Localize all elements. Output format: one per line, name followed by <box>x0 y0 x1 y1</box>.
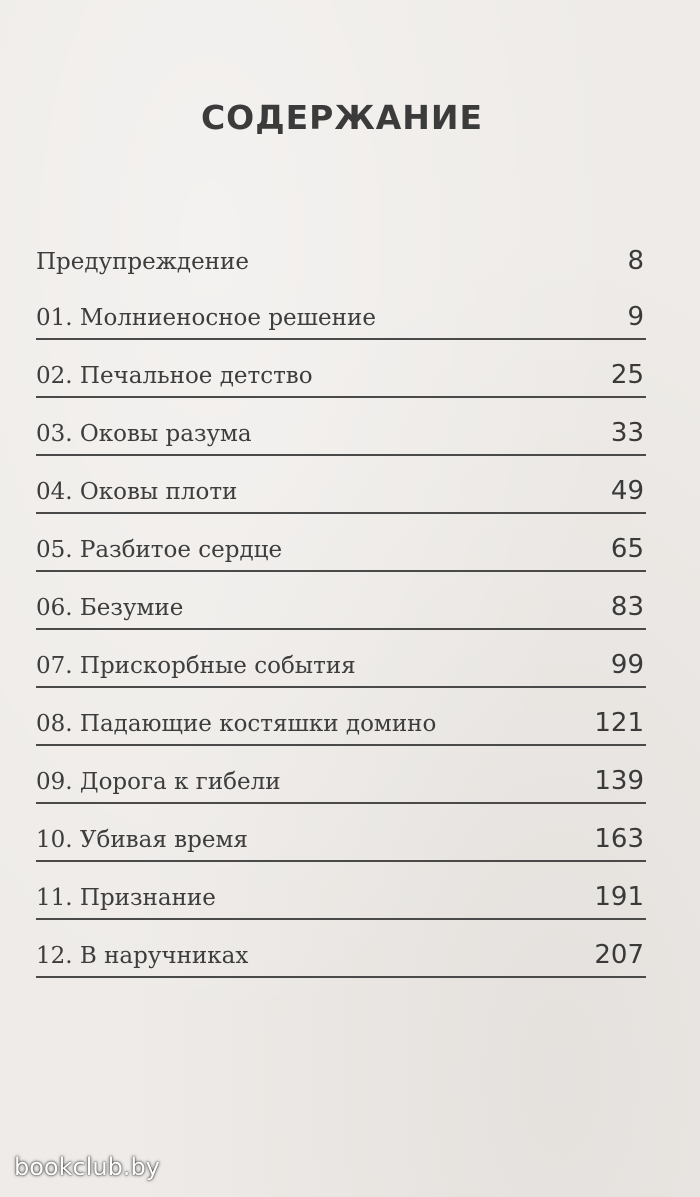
toc-row <box>36 398 646 456</box>
toc-entry-label: 05. Разбитое сердце <box>36 537 283 563</box>
toc-entry-label: 09. Дорога к гибели <box>36 769 281 795</box>
toc-row <box>36 920 646 978</box>
toc-entry-page: 207 <box>594 940 644 970</box>
toc-entry-page: 83 <box>610 592 644 622</box>
toc-entry-label: 07. Прискорбные события <box>36 653 356 679</box>
toc-entry-label: 08. Падающие костяшки домино <box>36 711 437 737</box>
watermark: bookclub.by <box>14 1153 160 1181</box>
toc-entry-label: 03. Оковы разума <box>36 421 252 447</box>
page-title: СОДЕРЖАНИЕ <box>200 98 484 137</box>
toc-row <box>36 630 646 688</box>
toc-entry-page: 99 <box>610 650 644 680</box>
toc-entry-label: 04. Оковы плоти <box>36 479 238 505</box>
toc-entry-page: 191 <box>594 882 644 912</box>
toc-entry-label: 01. Молниеносное решение <box>36 305 376 331</box>
toc-row <box>36 282 646 340</box>
toc-row <box>36 862 646 920</box>
toc-entry-page: 49 <box>610 476 644 506</box>
toc-entry-page: 8 <box>627 246 644 276</box>
toc-entry-page: 9 <box>627 302 644 332</box>
toc-row <box>36 456 646 514</box>
toc-entry-page: 121 <box>594 708 644 738</box>
toc-entry-page: 25 <box>610 360 644 390</box>
toc-entry-label: Предупреждение <box>36 249 249 275</box>
table-of-contents <box>36 224 646 978</box>
toc-row <box>36 746 646 804</box>
toc-entry-label: 10. Убивая время <box>36 827 248 853</box>
toc-entry-page: 163 <box>594 824 644 854</box>
toc-entry-page: 139 <box>594 766 644 796</box>
toc-row <box>36 688 646 746</box>
toc-row <box>36 514 646 572</box>
toc-entry-page: 65 <box>610 534 644 564</box>
toc-entry-page: 33 <box>610 418 644 448</box>
toc-row <box>36 804 646 862</box>
toc-row <box>36 340 646 398</box>
toc-row <box>36 572 646 630</box>
toc-entry-label: 06. Безумие <box>36 595 184 621</box>
toc-row <box>36 224 646 282</box>
toc-entry-label: 11. Признание <box>36 885 216 911</box>
toc-entry-label: 02. Печальное детство <box>36 363 313 389</box>
toc-entry-label: 12. В наручниках <box>36 943 249 969</box>
